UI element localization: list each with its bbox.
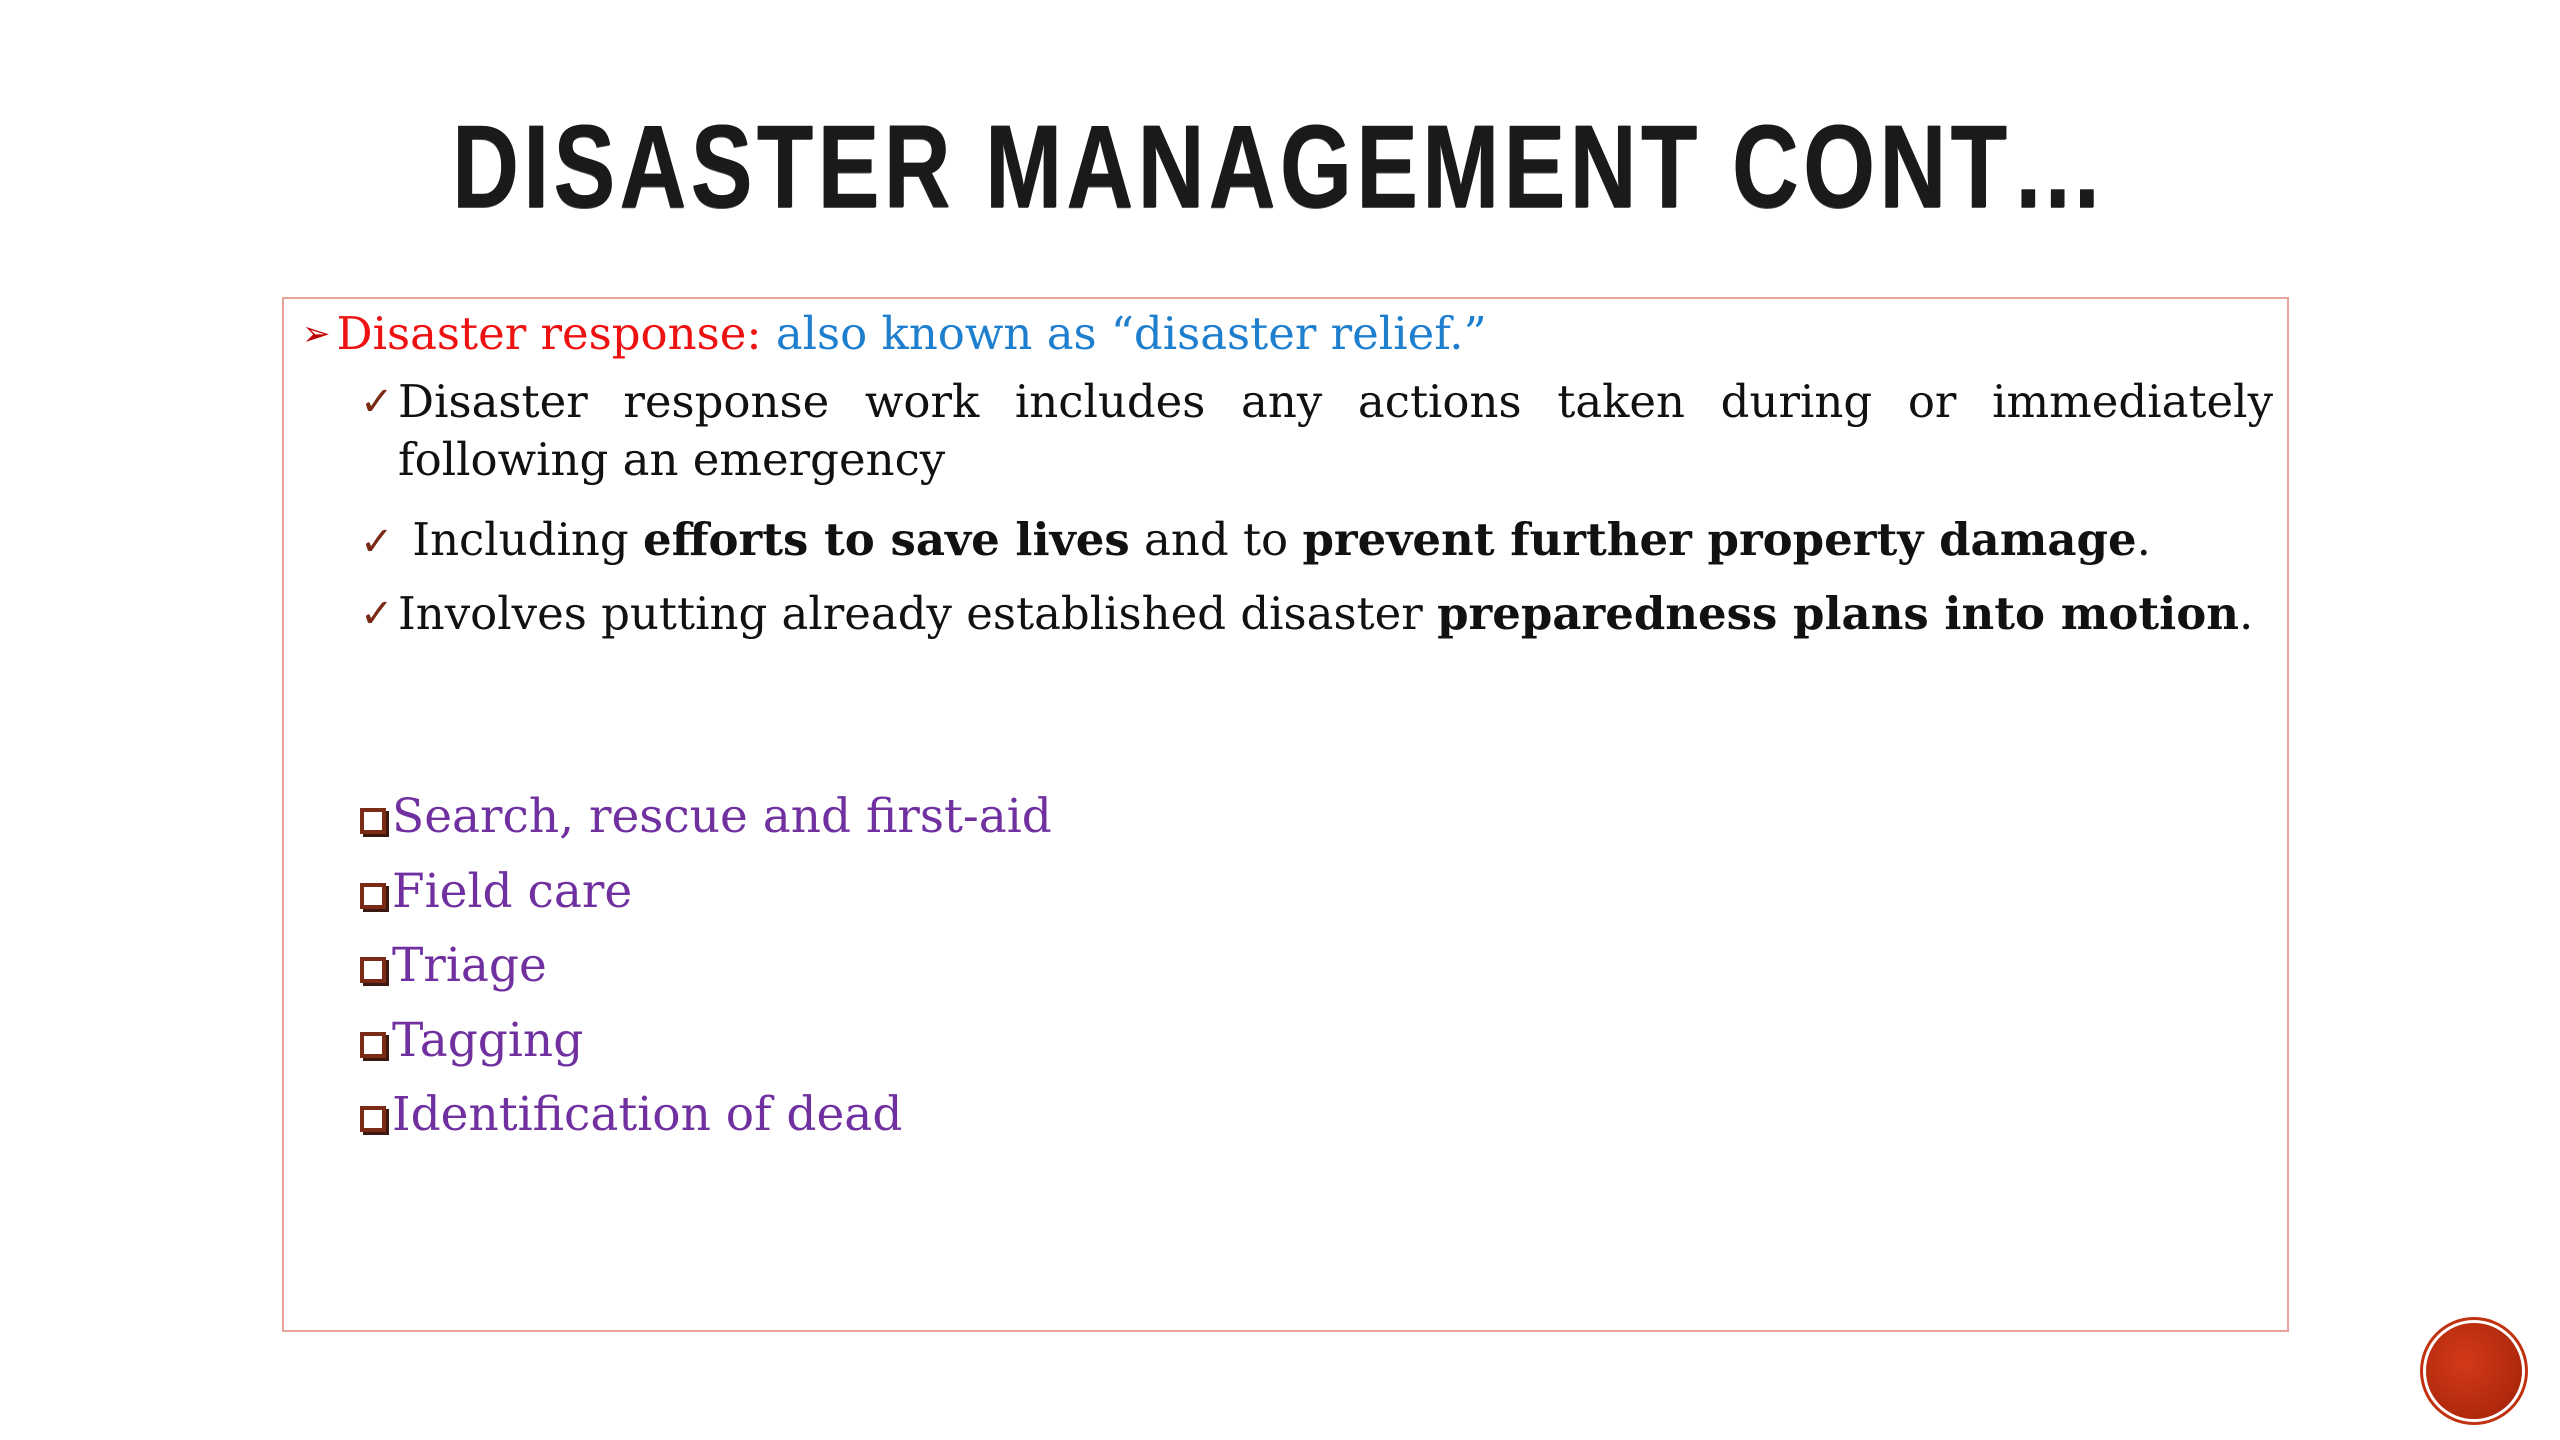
task-item-label: Triage (392, 938, 547, 993)
task-item-label: Field care (392, 864, 633, 919)
check-item-3-bold: preparedness plans into motion (1437, 587, 2239, 640)
check-item-2-post: . (2136, 513, 2151, 566)
task-item-label: Identification of dead (392, 1087, 903, 1142)
check-item-2 (360, 511, 2151, 571)
square-bullet-icon (360, 808, 386, 834)
check-icon: ✓ (360, 591, 394, 637)
check-item-2-bold-2: prevent further property damage (1302, 513, 2137, 566)
bullet-label: Disaster response: (336, 307, 762, 360)
task-item-label: Search, rescue and first-aid (392, 789, 1052, 844)
check-item-3-pre: Involves putting already established disaster (398, 587, 1438, 640)
task-item (360, 1011, 583, 1071)
content-box (282, 297, 2289, 1332)
arrow-bullet-icon: ➢ (302, 314, 331, 354)
slide-title: DISASTER MANAGEMENT CONT… (451, 101, 2109, 233)
check-item-2-mid: and to (1129, 513, 1303, 566)
check-item-1-text: Disaster response work includes any actions taken during or immediately following an emergency (398, 375, 2273, 486)
check-item-1 (360, 373, 2273, 489)
check-item-3 (360, 585, 2273, 643)
task-item-label: Tagging (392, 1013, 584, 1068)
task-item (360, 936, 547, 996)
task-item (360, 1085, 902, 1145)
task-item (360, 787, 1052, 847)
page-number-badge (2426, 1323, 2522, 1419)
check-item-3-post: . (2238, 587, 2254, 640)
check-item-2-bold-1: efforts to save lives (642, 513, 1130, 566)
check-item-2-pre: Including (398, 513, 643, 566)
square-bullet-icon (360, 1032, 386, 1058)
bullet-disaster-response (302, 305, 1487, 367)
square-bullet-icon (360, 883, 386, 909)
check-icon: ✓ (360, 519, 394, 565)
check-icon: ✓ (360, 379, 394, 425)
square-bullet-icon (360, 1106, 386, 1132)
square-bullet-icon (360, 957, 386, 983)
bullet-text: also known as “disaster relief.” (761, 307, 1487, 360)
task-item (360, 862, 632, 922)
